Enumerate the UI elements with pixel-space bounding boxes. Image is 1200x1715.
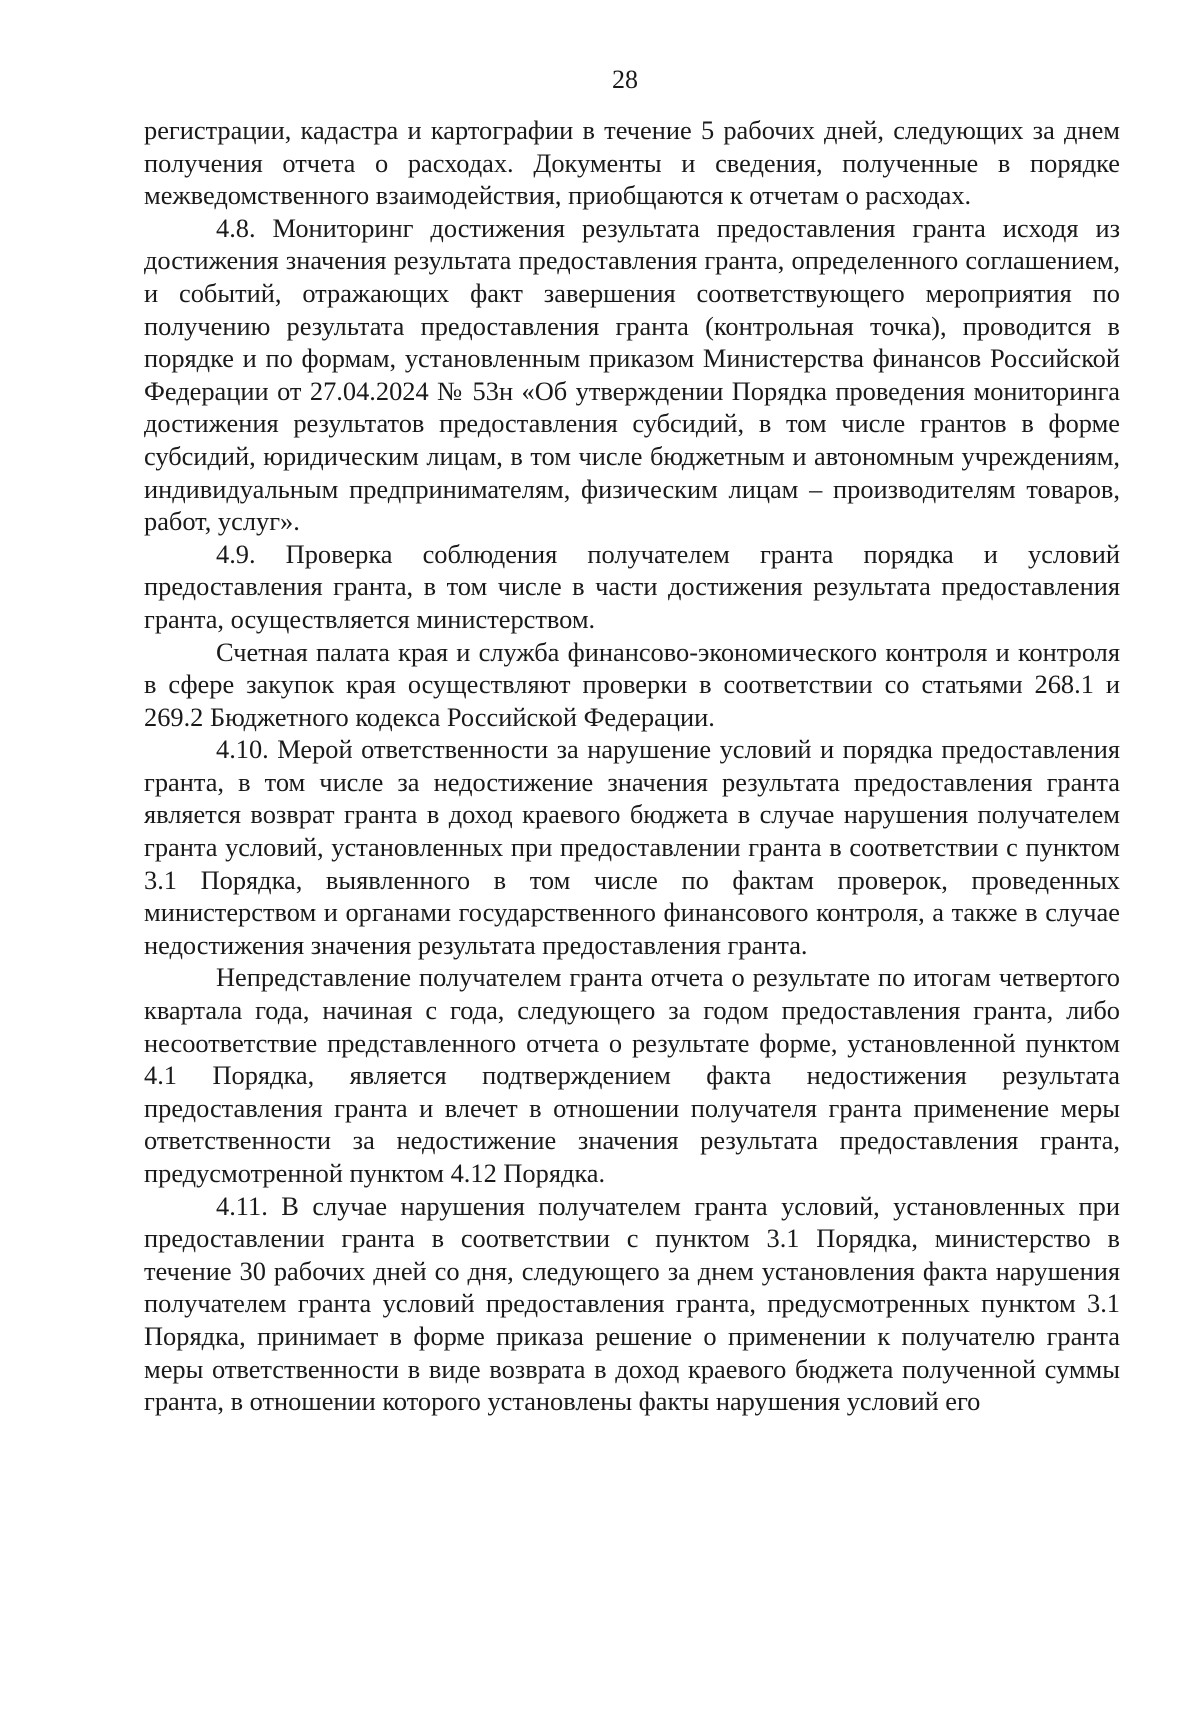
paragraph-4-11: 4.11. В случае нарушения получателем гранта условий, установленных при предоставлении гранта в соответствии с пунктом 3.1 Порядка, министерство в течение 30 рабочих дней со дня, следующего за днем установления факта нарушения получателем гранта условий предоставления гранта, предусмотренных пунктом 3.1 Порядка, принимает в форме приказа решение о применении к получателю гранта меры ответственности в виде возврата в доход краевого бюджета полученной суммы гранта, в отношении которого установлены факты нарушения условий его [144, 1190, 1120, 1417]
document-body [144, 114, 1120, 1418]
paragraph-continuation: регистрации, кадастра и картографии в течение 5 рабочих дней, следующих за днем получения отчета о расходах. Документы и сведения, полученные в порядке межведомственного взаимодействия, приобщаются к отчетам о расходах. [144, 115, 1120, 211]
paragraph-4-9: 4.9. Проверка соблюдения получателем гранта порядка и условий предоставления гранта, в том числе в части достижения результата предоставления гранта, осуществляется министерством. [144, 538, 1120, 634]
paragraph-4-8: 4.8. Мониторинг достижения результата предоставления гранта исходя из достижения значения результата предоставления гранта, определенного соглашением, и событий, отражающих факт завершения соответствующего мероприятия по получению результата предоставления гранта (контрольная точка), проводится в порядке и по формам, установленным приказом Министерства финансов Российской Федерации от 27.04.2024 № 53н «Об утверждении Порядка проведения мониторинга достижения результатов предоставления субсидий, в том числе грантов в форме субсидий, юридическим лицам, в том числе бюджетным и автономным учреждениям, индивидуальным предпринимателям, физическим лицам – производителям товаров, работ, услуг». [144, 212, 1120, 537]
paragraph-audit-chamber: Счетная палата края и служба финансово-экономического контроля и контроля в сфере закупок края осуществляют проверки в соответствии со статьями 268.1 и 269.2 Бюджетного кодекса Российской Федерации. [144, 636, 1120, 732]
paragraph-non-submission: Непредставление получателем гранта отчета о результате по итогам четвертого квартала года, начиная с года, следующего за годом предоставления гранта, либо несоответствие представленного отчета о результате форме, установленной пунктом 4.1 Порядка, является подтверждением факта недостижения результата предоставления гранта и влечет в отношении получателя гранта применение меры ответственности за недостижение значения результата предоставления гранта, предусмотренной пунктом 4.12 Порядка. [144, 962, 1120, 1188]
page-number: 28 [612, 65, 638, 94]
paragraph-4-10: 4.10. Мерой ответственности за нарушение условий и порядка предоставления гранта, в том числе за недостижение значения результата предоставления гранта является возврат гранта в доход краевого бюджета в случае нарушения получателем гранта условий, установленных при предоставлении гранта в соответствии с пунктом 3.1 Порядка, выявленного в том числе по фактам проверок, проведенных министерством и органами государственного финансового контроля, а также в случае недостижения значения результата предоставления гранта. [144, 734, 1120, 960]
